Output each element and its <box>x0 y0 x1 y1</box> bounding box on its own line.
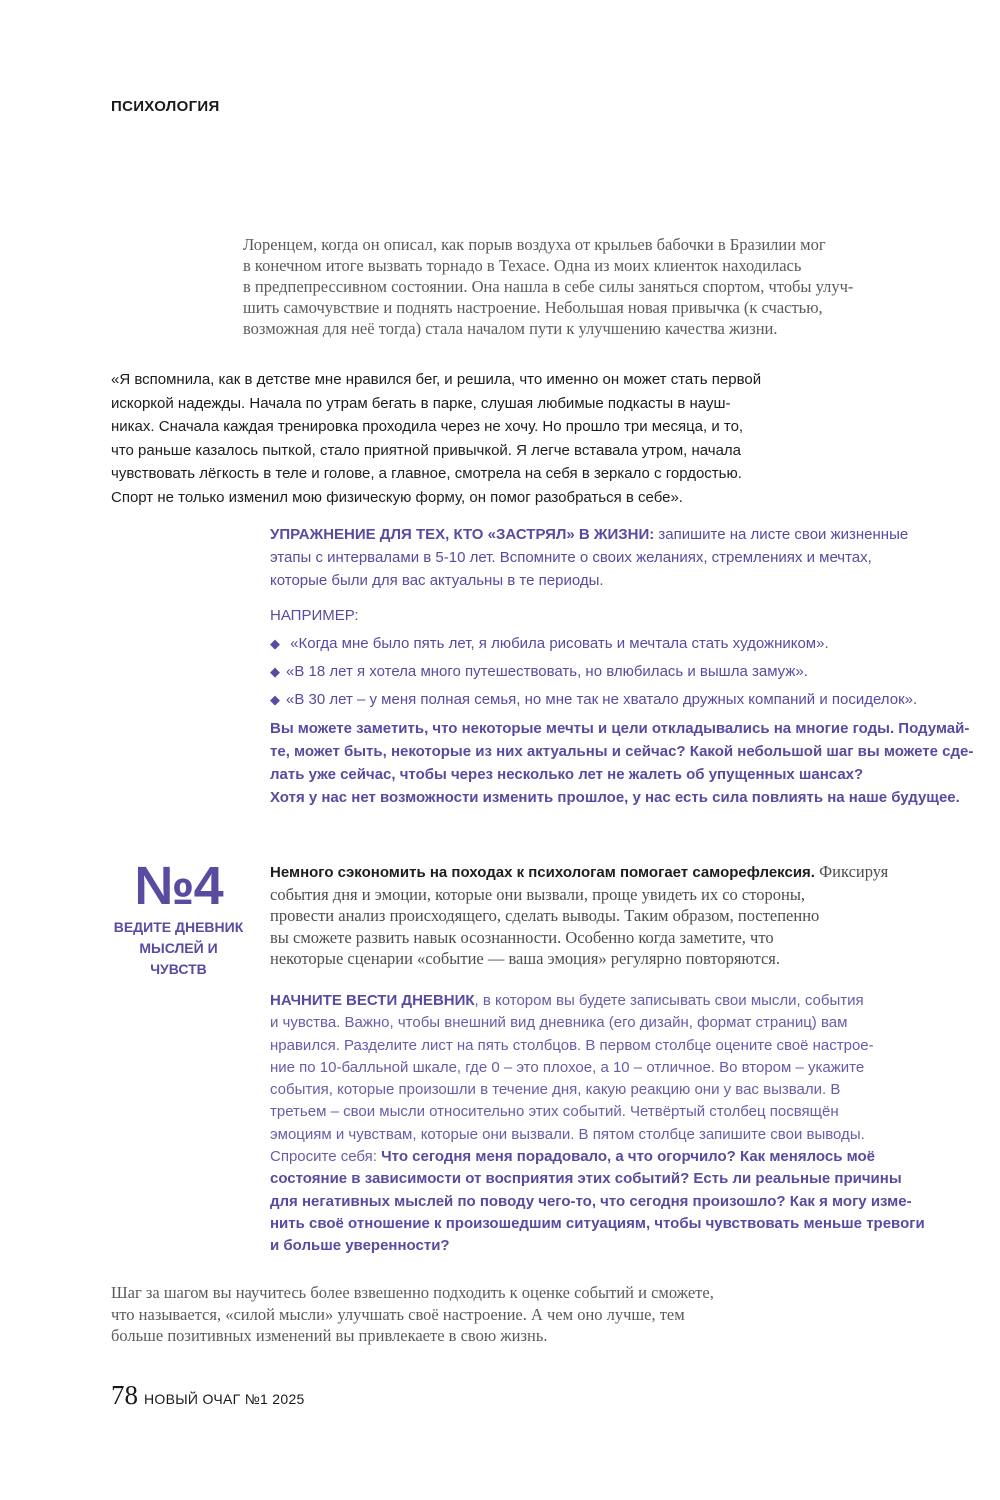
diary-question: и больше уверенности? <box>270 1237 450 1255</box>
intro-line: шить самочувствие и поднять настроение. Небольшая новая привычка (к счастью, <box>243 298 823 317</box>
diary-line: третьем – свои мысли относительно этих событий. Четвёртый столбец посвящён <box>270 1103 839 1121</box>
diary-intro-first-line <box>270 861 888 884</box>
quote-line: «Я вспомнила, как в детстве мне нравился бег, и решила, что именно он может стать первой <box>111 371 762 388</box>
ask-prefix: Спросите себя: <box>270 1148 382 1166</box>
diary-question: Что сегодня меня порадовало, а что огорчило? Как менялось моё <box>381 1148 876 1166</box>
diamond-bullet-icon: ◆ <box>270 664 280 679</box>
example-text: «В 30 лет – у меня полная семья, но мне так не хватало дружных компаний и посиделок». <box>286 691 918 708</box>
diary-question: для негативных мыслей по поводу чего-то, что сегодня произошло? Как я могу изме- <box>270 1192 912 1210</box>
diary-intro-lead: Немного сэкономить на походах к психологам помогает саморефлексия. <box>270 864 815 881</box>
diary-text: , в котором вы будете записывать свои мысли, события <box>474 992 864 1009</box>
diamond-bullet-icon: ◆ <box>270 636 280 651</box>
exercise-first-line <box>270 523 909 546</box>
quote-line: Спорт не только изменил мою физическую форму, он помог разобраться в себе». <box>111 488 683 506</box>
magazine-issue: НОВЫЙ ОЧАГ №1 2025 <box>144 1391 305 1407</box>
example-label: НАПРИМЕР: <box>270 607 359 624</box>
exercise-line: которые были для вас актуальны в те периоды. <box>270 572 604 589</box>
closing-line: Шаг за шагом вы научитесь более взвешенно подходить к оценке событий и сможете, <box>111 1283 714 1302</box>
quote-line: искоркой надежды. Начала по утрам бегать в парке, слушая любимые подкасты в науш- <box>111 394 731 412</box>
tip-number-block <box>111 855 246 980</box>
tip-number: №4 <box>134 856 223 916</box>
example-text: «В 18 лет я хотела много путешествовать, но влюбилась и вышла замуж». <box>286 663 808 680</box>
intro-line: возможная для неё тогда) стала началом пути к улучшению качества жизни. <box>243 319 778 338</box>
intro-line: в предпепрессивном состоянии. Она нашла в себе силы заняться спортом, чтобы улуч- <box>243 277 854 296</box>
tip-title-line: ВЕДИТЕ ДНЕВНИК <box>113 919 244 935</box>
diary-line: нравился. Разделите лист на пять столбцов. В первом столбце оцените своё настрое- <box>270 1036 874 1054</box>
page-number: 78 <box>111 1380 138 1410</box>
exercise-text: запишите на листе свои жизненные <box>654 526 909 543</box>
diary-intro-line: некоторые сценарии «событие — ваша эмоция» регулярно повторяются. <box>270 949 781 968</box>
page-footer <box>111 1380 305 1411</box>
diary-line: ние по 10-балльной шкале, где 0 – это плохое, а 10 – отличное. Во втором – укажите <box>270 1058 865 1076</box>
example-item <box>270 660 900 683</box>
closing-paragraph <box>111 1282 714 1347</box>
diary-intro-text: Фиксируя <box>814 862 889 881</box>
tip-title <box>111 917 246 980</box>
example-item <box>270 632 900 655</box>
intro-paragraph <box>243 234 853 339</box>
tip-title-line: МЫСЛЕЙ И ЧУВСТВ <box>139 940 218 977</box>
exercise-summary-line: Вы можете заметить, что некоторые мечты и цели откладывались на многие годы. Подумай- <box>270 720 970 737</box>
exercise-box <box>270 523 974 809</box>
diary-line: события, которые произошли в течение дня, какую реакцию они у вас вызвали. В <box>270 1081 841 1099</box>
client-quote <box>111 368 761 509</box>
diary-heading: НАЧНИТЕ ВЕСТИ ДНЕВНИК <box>270 992 475 1009</box>
example-item <box>270 688 918 711</box>
intro-line: в конечном итоге вызвать торнадо в Техасе. Одна из моих клиенток находилась <box>243 256 802 275</box>
quote-line: что раньше казалось пыткой, стало приятной привычкой. Я легче вставала утром, начала <box>111 441 742 459</box>
quote-line: никах. Сначала каждая тренировка проходила через не хочу. Но прошло три месяца, и то, <box>111 418 744 435</box>
diary-instructions <box>270 990 925 1258</box>
diary-line: эмоциям и чувствам, которые они вызвали. В пятом столбце запишите свои выводы. <box>270 1125 865 1143</box>
diamond-bullet-icon: ◆ <box>270 692 280 707</box>
diary-intro-line: провести анализ происходящего, сделать выводы. Таким образом, постепенно <box>270 906 820 925</box>
exercise-summary-line: те, может быть, некоторые из них актуальны и сейчас? Какой небольшой шаг вы можете сде- <box>270 743 974 760</box>
intro-line: Лоренцем, когда он описал, как порыв воздуха от крыльев бабочки в Бразилии мог <box>243 235 826 254</box>
diary-intro <box>270 861 888 970</box>
diary-question-line <box>270 1146 925 1168</box>
exercise-summary-line: Хотя у нас нет возможности изменить прошлое, у нас есть сила повлиять на наше будущее. <box>270 789 960 806</box>
exercise-line: этапы с интервалами в 5-10 лет. Вспомните о своих желаниях, стремлениях и мечтах, <box>270 549 872 566</box>
diary-line: и чувства. Важно, чтобы внешний вид дневника (его дизайн, формат страниц) вам <box>270 1014 848 1032</box>
closing-line: больше позитивных изменений вы привлекаете в свою жизнь. <box>111 1326 548 1345</box>
example-text: «Когда мне было пять лет, я любила рисовать и мечтала стать художником». <box>286 635 829 652</box>
diary-intro-line: вы сможете развить навык осознанности. Особенно когда заметите, что <box>270 927 774 947</box>
diary-question: состояние в зависимости от восприятия этих событий? Есть ли реальные причины <box>270 1170 902 1188</box>
diary-question: нить своё отношение к произошедшим ситуациям, чтобы чувствовать меньше тревоги <box>270 1214 925 1232</box>
diary-intro-line: события дня и эмоции, которые они вызвали, проще увидеть их со стороны, <box>270 884 806 904</box>
quote-line: чувствовать лёгкость в теле и голове, а главное, смотрела на себя в зеркало с гордостью. <box>111 465 742 482</box>
diary-first-line <box>270 990 925 1012</box>
section-label: ПСИХОЛОГИЯ <box>111 98 220 115</box>
exercise-summary-line: лать уже сейчас, чтобы через несколько лет не жалеть об упущенных шансах? <box>270 766 864 783</box>
exercise-heading: УПРАЖНЕНИЕ ДЛЯ ТЕХ, КТО «ЗАСТРЯЛ» В ЖИЗНИ: <box>270 526 655 543</box>
closing-line: что называется, «силой мысли» улучшать своё настроение. А чем оно лучше, тем <box>111 1304 685 1324</box>
